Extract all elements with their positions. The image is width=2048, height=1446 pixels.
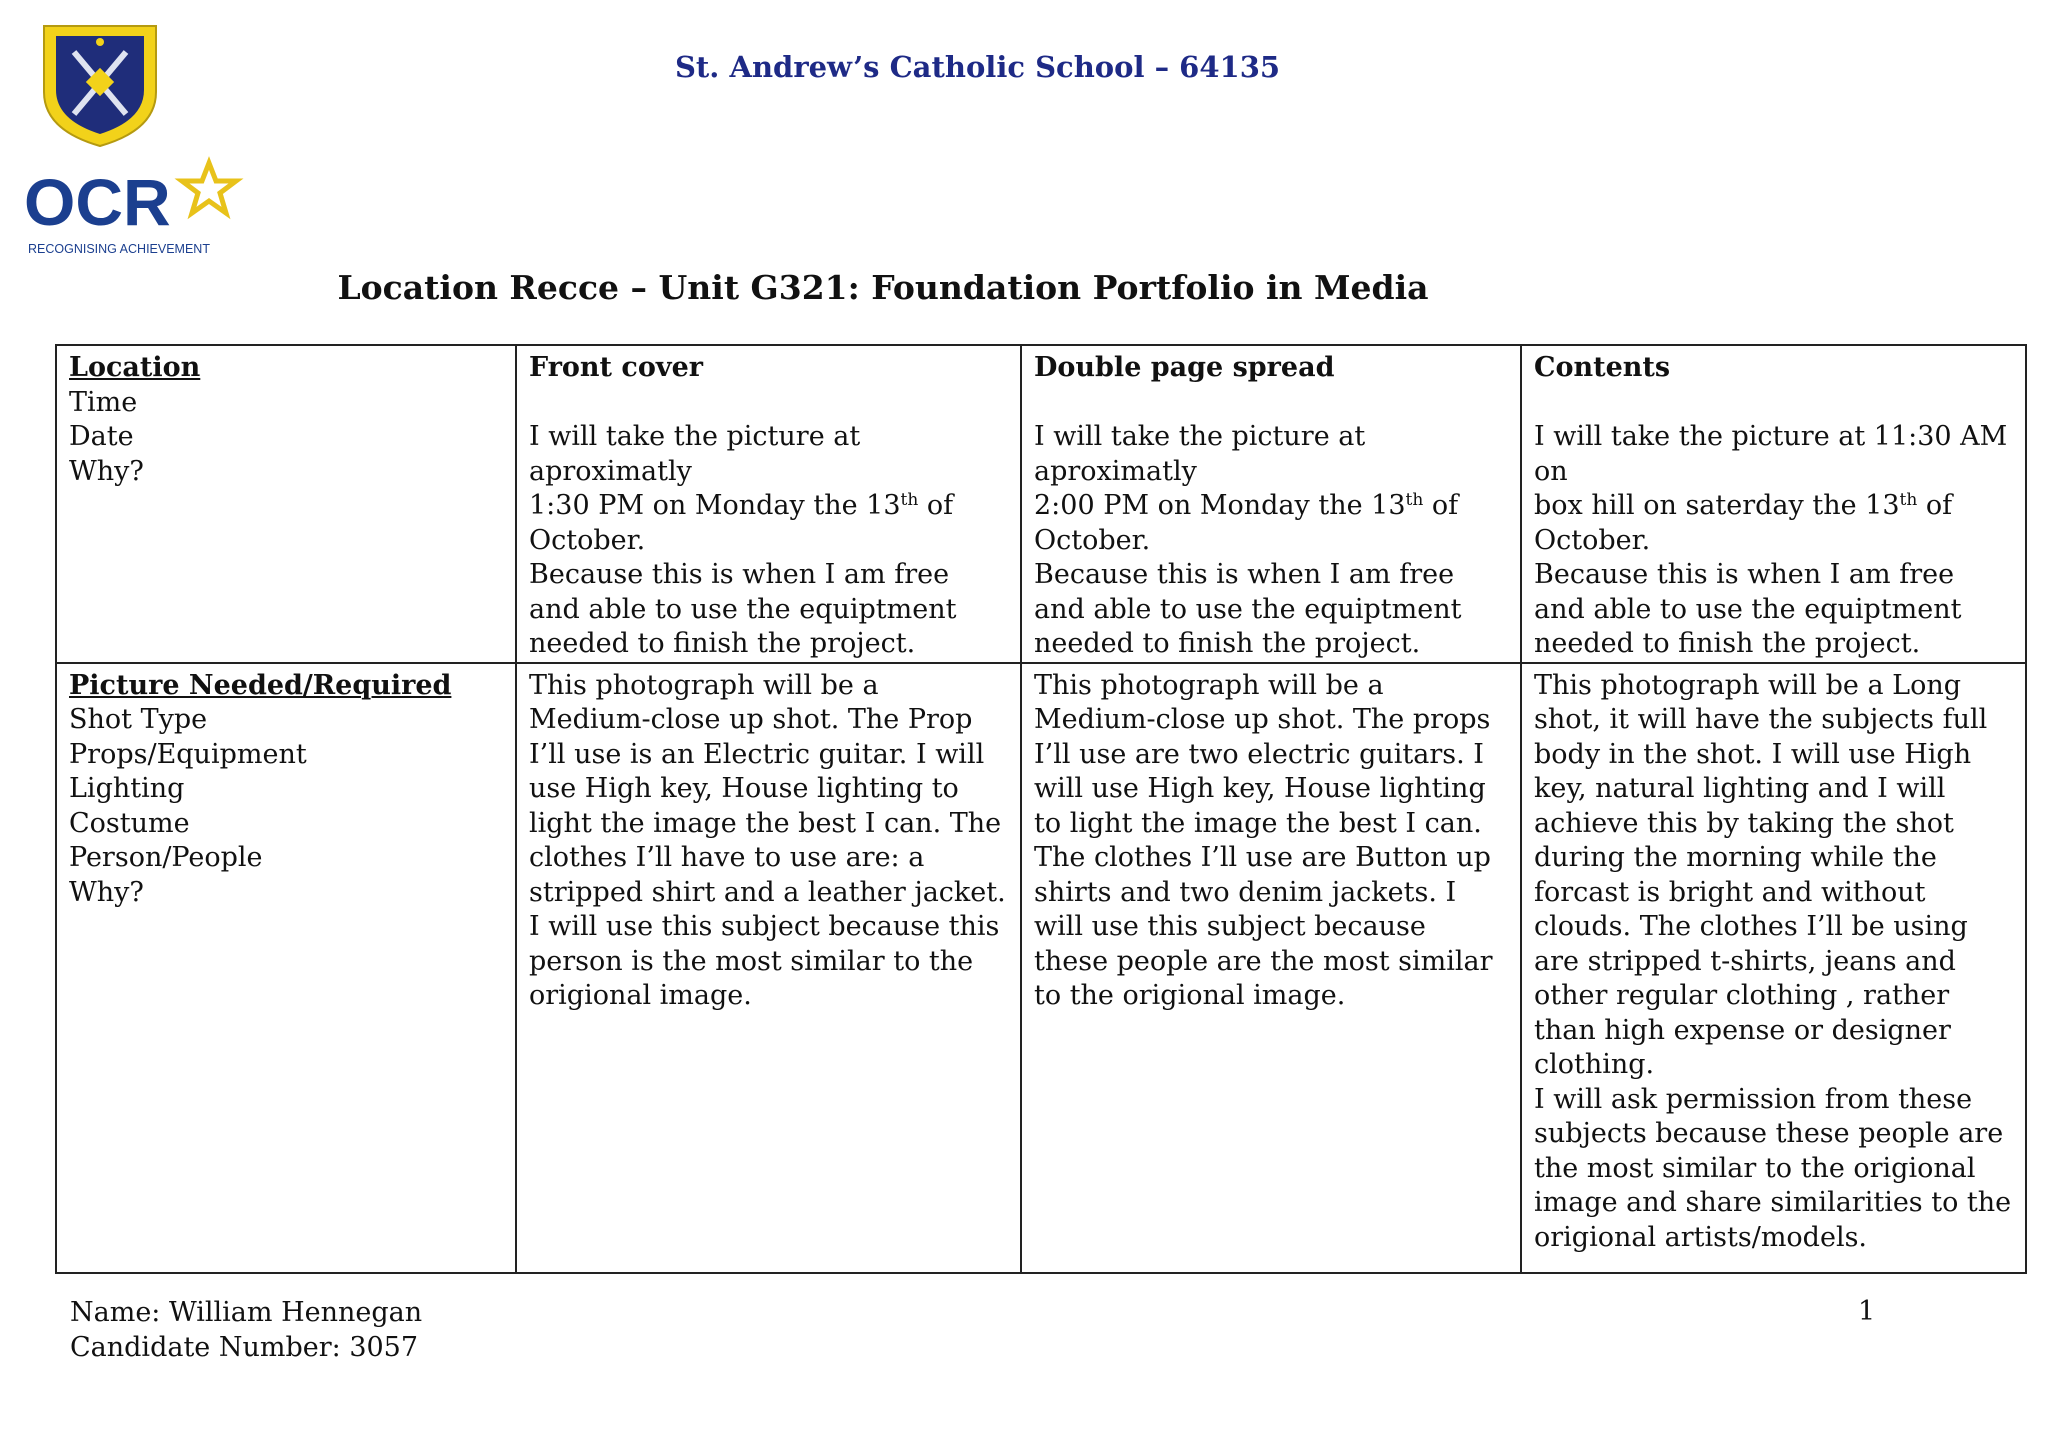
prompt-people: Person/People (69, 842, 263, 873)
date-text-end: of (918, 490, 954, 521)
contents-why: Because this is when I am free and able to use the equiptment needed to finish the project. (1534, 559, 1962, 659)
ocr-logo (24, 155, 254, 260)
contents-month-line: October. (1534, 524, 1651, 556)
candidate-number: Candidate Number: 3057 (70, 1331, 419, 1363)
front-cover-cell (516, 345, 1021, 663)
contents-permission-text: I will ask permission from these subjects because these people are the most similar to the origional image and share similarities to the origional artists/models. (1534, 1083, 2012, 1253)
contents-picture-text: This photograph will be a Long shot, it will have the subjects full body in the shot. I will use High key, natural lighting and I will achieve this by taking the shot during the morning while the forcast is bright and without clouds. The clothes I’ll be using are stripped t-shirts, jeans and other regular clothing , rather than high expense or designer clothing. (1534, 669, 1988, 1080)
picture-needed-heading: Picture Needed/Required (69, 669, 452, 701)
school-crest-logo (40, 22, 160, 150)
column-header-double-page-spread: Double page spread (1034, 352, 1335, 383)
dps-picture-text: This photograph will be a Medium-close up shot. The props I’ll use are two electric guitars. I will use High key, House lighting to light the image the best I can. The clothes I’ll use are Button up shirts and two denim jackets. I will use this subject because these people are the most similar to the origional image. (1034, 669, 1493, 1011)
document-title: Location Recce – Unit G321: Foundation Portfolio in Media (337, 268, 1429, 307)
page-number: 1 (1858, 1296, 1876, 1327)
dps-time-line: I will take the picture at aproximatly (1034, 421, 1366, 487)
date-text-end: of (1917, 490, 1953, 521)
prompt-time: Time (69, 386, 138, 418)
front-cover-picture-text: This photograph will be a Medium-close up shot. The Prop I’ll use is an Electric guitar. I will use High key, House lighting to light the image the best I can. The clothes I’ll have to use are: a stripped shirt and a leather jacket. I will use this subject because this person is the most similar to the origional image. (529, 669, 1006, 1011)
location-recce-table (55, 344, 2027, 1274)
prompt-shot-type: Shot Type (69, 704, 208, 735)
row-label-cell (56, 345, 516, 663)
prompt-props: Props/Equipment (69, 738, 307, 770)
ordinal-suffix: th (1899, 490, 1918, 510)
dps-date-line (1034, 489, 1508, 524)
dps-month-line: October. (1034, 524, 1151, 556)
dps-picture-cell (1021, 663, 1521, 1274)
footer-candidate-info (70, 1296, 422, 1365)
table-row (56, 663, 2026, 1274)
contents-time-line: I will take the picture at 11:30 AM on (1534, 421, 2008, 487)
front-cover-why: Because this is when I am free and able to use the equiptment needed to finish the project. (529, 559, 957, 659)
date-text-end: of (1423, 490, 1459, 521)
ordinal-suffix: th (1405, 490, 1424, 510)
double-page-spread-cell (1021, 345, 1521, 663)
column-header-front-cover: Front cover (529, 352, 703, 383)
contents-cell (1521, 345, 2026, 663)
date-text: 2:00 PM on Monday the 13 (1034, 490, 1406, 521)
prompt-costume: Costume (69, 807, 190, 839)
front-cover-date-line (529, 489, 1008, 524)
candidate-name: Name: William Hennegan (70, 1297, 423, 1328)
table-row (56, 345, 2026, 663)
date-text: 1:30 PM on Monday the 13 (529, 490, 901, 521)
dps-why: Because this is when I am free and able to use the equiptment needed to finish the project. (1034, 559, 1462, 659)
prompt-date: Date (69, 421, 134, 452)
contents-picture-cell (1521, 663, 2026, 1274)
prompt-lighting: Lighting (69, 773, 185, 804)
location-heading: Location (69, 352, 201, 383)
front-cover-time-line: I will take the picture at aproximatly (529, 421, 861, 487)
column-header-contents: Contents (1534, 352, 1671, 383)
front-cover-month-line: October. (529, 524, 646, 556)
prompt-why: Why? (69, 455, 144, 487)
school-header: St. Andrew’s Catholic School – 64135 (674, 50, 1281, 84)
ordinal-suffix: th (900, 490, 919, 510)
date-text: box hill on saterday the 13 (1534, 490, 1900, 521)
row-label-cell (56, 663, 516, 1274)
svg-text:RECOGNISING ACHIEVEMENT: RECOGNISING ACHIEVEMENT (28, 242, 210, 256)
front-cover-picture-cell (516, 663, 1021, 1274)
svg-text:OCR: OCR (24, 165, 171, 239)
prompt-why: Why? (69, 876, 144, 908)
contents-date-line (1534, 489, 2013, 524)
